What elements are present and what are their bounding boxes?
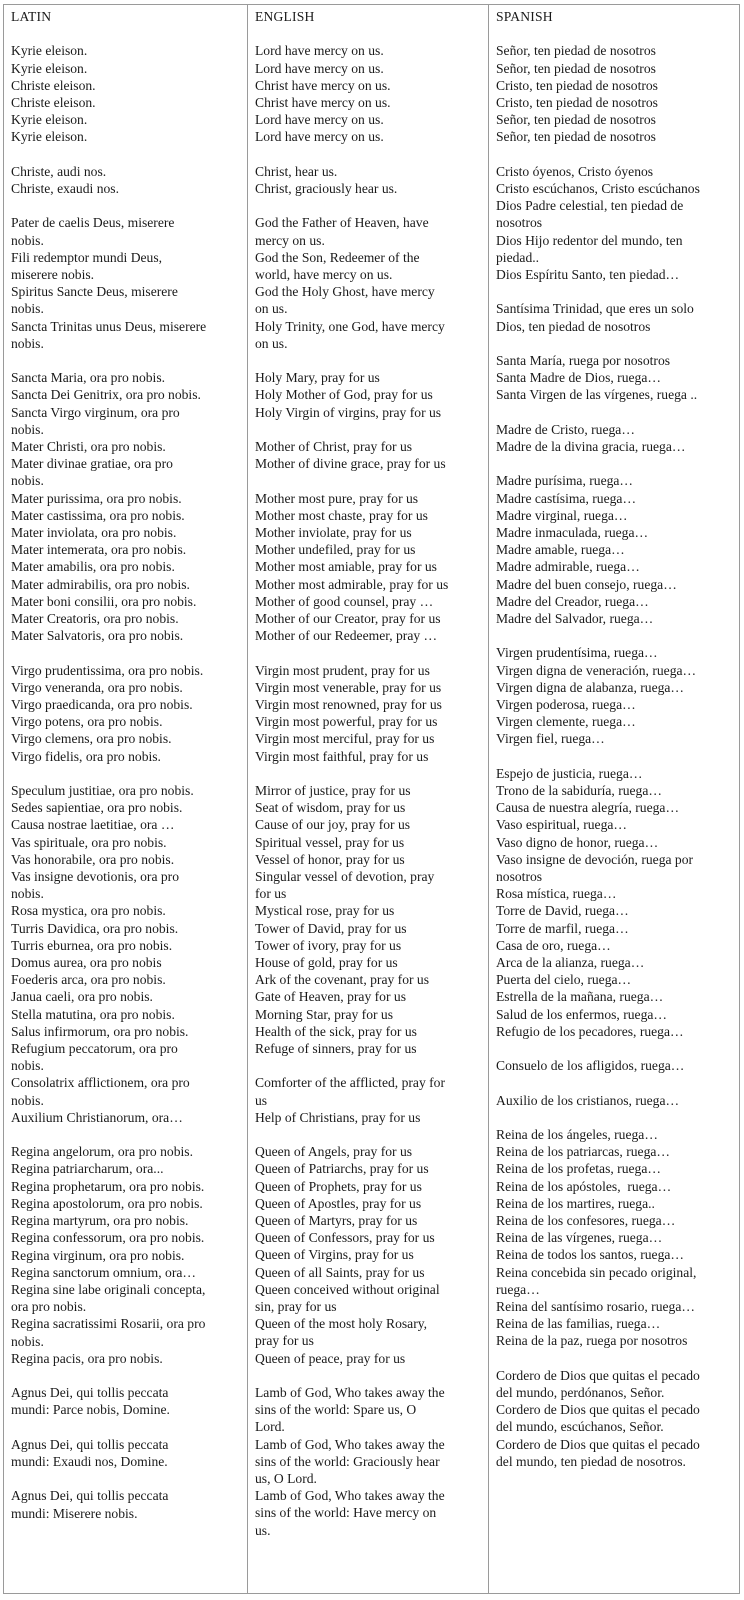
litany-line: Virgo veneranda, ora pro nobis. xyxy=(11,679,183,695)
litany-line: Salud de los enfermos, ruega… xyxy=(496,1006,668,1022)
litany-line: Virgen prudentísima, ruega… xyxy=(496,645,658,661)
litany-line: sins of the world: Graciously hear xyxy=(255,1453,440,1469)
litany-line: Virgen digna de veneración, ruega… xyxy=(496,662,697,678)
litany-line: Help of Christians, pray for us xyxy=(255,1109,421,1125)
litany-line: Cristo, ten piedad de nosotros xyxy=(496,94,658,110)
litany-line: Regina pacis, ora pro nobis. xyxy=(11,1350,163,1366)
litany-line: Domus aurea, ora pro nobis xyxy=(11,955,162,971)
litany-line: nosotros xyxy=(496,869,543,885)
litany-line: Virgin most prudent, pray for us xyxy=(255,662,430,678)
litany-line: Espejo de justicia, ruega… xyxy=(496,765,643,781)
litany-line: Sancta Virgo virginum, ora pro xyxy=(11,404,180,420)
litany-line: Torre de David, ruega… xyxy=(496,903,629,919)
litany-line: Cristo, ten piedad de nosotros xyxy=(496,77,658,93)
litany-line: Rosa mística, ruega… xyxy=(496,886,617,902)
litany-line: del mundo, ten piedad de nosotros. xyxy=(496,1453,686,1469)
litany-line: sins of the world: Have mercy on xyxy=(255,1505,437,1521)
litany-line: Reina del santísimo rosario, ruega… xyxy=(496,1299,695,1315)
english-column xyxy=(247,5,488,1593)
litany-line xyxy=(255,352,488,369)
litany-line: nobis. xyxy=(11,232,44,248)
litany-line: Mirror of justice, pray for us xyxy=(255,783,411,798)
litany-line: Morning Star, pray for us xyxy=(255,1006,394,1022)
spanish-lines xyxy=(496,42,739,1470)
litany-line: Christe, audi nos. xyxy=(11,163,107,179)
litany-line: Refugium peccatorum, ora pro xyxy=(11,1041,178,1057)
latin-lines xyxy=(11,42,247,1521)
litany-line: mundi: Parce nobis, Domine. xyxy=(11,1402,170,1418)
litany-line: Queen conceived without original xyxy=(255,1281,440,1297)
litany-line: Vaso digno de honor, ruega… xyxy=(496,834,659,850)
litany-line: Trono de la sabiduría, ruega… xyxy=(496,783,662,798)
litany-line: Christ have mercy on us. xyxy=(255,94,391,110)
litany-line: Reina de la paz, ruega por nosotros xyxy=(496,1333,688,1349)
litany-line: Mater Salvatoris, ora pro nobis. xyxy=(11,628,184,644)
litany-line: Señor, ten piedad de nosotros xyxy=(496,112,656,128)
litany-line: Mother inviolate, pray for us xyxy=(255,524,412,540)
litany-line: Madre virginal, ruega… xyxy=(496,507,628,523)
english-lines xyxy=(255,42,488,1539)
litany-line: Vaso espiritual, ruega… xyxy=(496,817,627,833)
latin-column xyxy=(4,5,247,1593)
litany-line: Mother of Christ, pray for us xyxy=(255,438,413,454)
litany-line xyxy=(496,335,739,352)
litany-line: Regina martyrum, ora pro nobis. xyxy=(11,1213,189,1229)
litany-line xyxy=(11,352,247,369)
litany-line: Salus infirmorum, ora pro nobis. xyxy=(11,1023,189,1039)
litany-line: Mother of our Redeemer, pray … xyxy=(255,628,438,644)
litany-line: God the Son, Redeemer of the xyxy=(255,249,420,265)
litany-line xyxy=(255,197,488,214)
litany-line: Virgo prudentissima, ora pro nobis. xyxy=(11,662,204,678)
litany-line: Madre amable, ruega… xyxy=(496,542,625,558)
litany-line: Refugio de los pecadores, ruega… xyxy=(496,1023,684,1039)
litany-line: Mother most admirable, pray for us xyxy=(255,576,449,592)
litany-line: Señor, ten piedad de nosotros xyxy=(496,60,656,76)
litany-line xyxy=(11,644,247,661)
litany-line: Estrella de la mañana, ruega… xyxy=(496,989,664,1005)
litany-line xyxy=(496,455,739,472)
litany-line: House of gold, pray for us xyxy=(255,955,398,971)
litany-line: for us xyxy=(255,886,287,902)
litany-line: Consolatrix afflictionem, ora pro xyxy=(11,1075,190,1091)
litany-line: Mother of divine grace, pray for us xyxy=(255,456,446,472)
litany-line: Virgin most venerable, pray for us xyxy=(255,679,442,695)
litany-line: Lamb of God, Who takes away the xyxy=(255,1488,445,1504)
litany-line: mercy on us. xyxy=(255,232,325,248)
litany-line: on us. xyxy=(255,335,288,351)
litany-line: pray for us xyxy=(255,1333,314,1349)
litany-line: Madre purísima, ruega… xyxy=(496,473,634,489)
litany-line: Pater de caelis Deus, miserere xyxy=(11,215,175,231)
litany-line: Regina patriarcharum, ora... xyxy=(11,1161,164,1177)
litany-line: Queen of Martyrs, pray for us xyxy=(255,1213,418,1229)
litany-line: Sancta Maria, ora pro nobis. xyxy=(11,370,166,386)
litany-line: Madre inmaculada, ruega… xyxy=(496,524,649,540)
litany-line: world, have mercy on us. xyxy=(255,266,393,282)
litany-line: Stella matutina, ora pro nobis. xyxy=(11,1006,175,1022)
litany-line: Cause of our joy, pray for us xyxy=(255,817,411,833)
litany-line: Turris Davidica, ora pro nobis. xyxy=(11,920,179,936)
litany-line: Virgen clemente, ruega… xyxy=(496,714,636,730)
litany-line: Queen of the most holy Rosary, xyxy=(255,1316,428,1332)
litany-line: Mater divinae gratiae, ora pro xyxy=(11,456,173,472)
litany-line: Queen of peace, pray for us xyxy=(255,1350,406,1366)
litany-line: Reina de las familias, ruega… xyxy=(496,1316,661,1332)
litany-line: Consuelo de los afligidos, ruega… xyxy=(496,1058,685,1074)
litany-line: Madre del Salvador, ruega… xyxy=(496,611,654,626)
litany-line: us, O Lord. xyxy=(255,1471,317,1487)
litany-line: Gate of Heaven, pray for us xyxy=(255,989,406,1005)
litany-line: Señor, ten piedad de nosotros xyxy=(496,43,656,59)
litany-line xyxy=(255,421,488,438)
litany-line: Mother most amiable, pray for us xyxy=(255,559,437,575)
litany-line: Reina de los martires, ruega.. xyxy=(496,1195,655,1211)
litany-line: Janua caeli, ora pro nobis. xyxy=(11,989,153,1005)
litany-line: Mater inviolata, ora pro nobis. xyxy=(11,525,177,541)
litany-line: Queen of Patriarchs, pray for us xyxy=(255,1161,429,1177)
litany-line: Cordero de Dios que quitas el pecado xyxy=(496,1402,700,1418)
litany-line: Señor, ten piedad de nosotros xyxy=(496,129,656,145)
litany-line: Lord. xyxy=(255,1419,285,1435)
english-header: ENGLISH xyxy=(255,9,315,24)
litany-line xyxy=(11,146,247,163)
litany-line xyxy=(255,1057,488,1074)
litany-line: Vas honorabile, ora pro nobis. xyxy=(11,851,175,867)
litany-line: Lord have mercy on us. xyxy=(255,43,384,59)
litany-line: Mater boni consilii, ora pro nobis. xyxy=(11,593,197,609)
litany-line: Virgo fidelis, ora pro nobis. xyxy=(11,748,161,764)
litany-line: Christe eleison. xyxy=(11,94,96,110)
litany-line: Sancta Trinitas unus Deus, miserere xyxy=(11,318,207,334)
litany-line: Reina concebida sin pecado original, xyxy=(496,1264,697,1280)
litany-line xyxy=(255,1126,488,1143)
litany-line: God the Holy Ghost, have mercy xyxy=(255,284,435,300)
litany-line: Cordero de Dios que quitas el pecado xyxy=(496,1367,700,1383)
litany-line: Spiritual vessel, pray for us xyxy=(255,834,405,850)
litany-line: Kyrie eleison. xyxy=(11,129,88,145)
litany-line: Mother of our Creator, pray for us xyxy=(255,611,441,626)
litany-line: Christ, graciously hear us. xyxy=(255,180,398,196)
litany-line: nobis. xyxy=(11,421,44,437)
litany-line: Mater castissima, ora pro nobis. xyxy=(11,507,185,523)
litany-line: Regina sacratissimi Rosarii, ora pro xyxy=(11,1316,206,1332)
litany-line: Tower of David, pray for us xyxy=(255,920,407,936)
litany-line: Christ, hear us. xyxy=(255,163,338,179)
litany-line: Arca de la alianza, ruega… xyxy=(496,955,645,971)
litany-line: Lord have mercy on us. xyxy=(255,60,384,76)
litany-line xyxy=(11,1419,247,1436)
litany-line: Mater intemerata, ora pro nobis. xyxy=(11,542,187,558)
litany-line: Health of the sick, pray for us xyxy=(255,1023,417,1039)
litany-line: Cristo escúchanos, Cristo escúchanos xyxy=(496,180,700,196)
litany-line: Queen of Angels, pray for us xyxy=(255,1144,413,1160)
litany-line: Comforter of the afflicted, pray for xyxy=(255,1075,445,1091)
litany-line: Regina apostolorum, ora pro nobis. xyxy=(11,1195,203,1211)
litany-line xyxy=(11,1470,247,1487)
litany-line: Mother undefiled, pray for us xyxy=(255,542,416,558)
litany-line: nobis. xyxy=(11,301,44,317)
litany-line: Reina de los profetas, ruega… xyxy=(496,1161,661,1177)
litany-line: Santa María, ruega por nosotros xyxy=(496,352,671,368)
litany-line xyxy=(11,1367,247,1384)
litany-line: Agnus Dei, qui tollis peccata xyxy=(11,1385,169,1401)
litany-line: Vessel of honor, pray for us xyxy=(255,851,405,867)
litany-line: God the Father of Heaven, have xyxy=(255,215,429,231)
litany-line: Virgo clemens, ora pro nobis. xyxy=(11,731,172,747)
litany-line: sins of the world: Spare us, O xyxy=(255,1402,417,1418)
litany-line: Mater Christi, ora pro nobis. xyxy=(11,439,166,454)
litany-line: Santísima Trinidad, que eres un solo xyxy=(496,301,694,317)
litany-line: Lamb of God, Who takes away the xyxy=(255,1436,445,1452)
litany-line xyxy=(496,146,739,163)
litany-line: Madre de Cristo, ruega… xyxy=(496,421,635,437)
litany-line: Lord have mercy on us. xyxy=(255,112,384,128)
litany-line: Kyrie eleison. xyxy=(11,112,88,128)
litany-line: nobis. xyxy=(11,1058,44,1074)
litany-line: Turris eburnea, ora pro nobis. xyxy=(11,937,173,953)
litany-line: nobis. xyxy=(11,886,44,902)
litany-line: Mother most chaste, pray for us xyxy=(255,507,428,523)
litany-line: Sancta Dei Genitrix, ora pro nobis. xyxy=(11,387,201,403)
litany-line: ruega… xyxy=(496,1281,540,1297)
litany-line: Queen of Apostles, pray for us xyxy=(255,1195,422,1211)
litany-line: Queen of Prophets, pray for us xyxy=(255,1178,422,1194)
latin-header: LATIN xyxy=(11,9,52,24)
litany-line: Mystical rose, pray for us xyxy=(255,903,395,919)
litany-line xyxy=(496,1350,739,1367)
litany-line: Kyrie eleison. xyxy=(11,60,88,76)
litany-line: Holy Trinity, one God, have mercy xyxy=(255,318,445,334)
spanish-column xyxy=(488,5,739,1593)
litany-line: Singular vessel of devotion, pray xyxy=(255,869,435,885)
litany-line xyxy=(496,1109,739,1126)
litany-line: Queen of Virgins, pray for us xyxy=(255,1247,414,1263)
litany-line xyxy=(255,1367,488,1384)
litany-line: Ark of the covenant, pray for us xyxy=(255,972,430,988)
litany-line: Kyrie eleison. xyxy=(11,43,88,59)
litany-line xyxy=(11,765,247,782)
litany-table xyxy=(3,4,740,1594)
litany-line: Auxilium Christianorum, ora… xyxy=(11,1109,183,1125)
litany-line: Vas insigne devotionis, ora pro xyxy=(11,869,180,885)
litany-line: Virgo potens, ora pro nobis. xyxy=(11,714,163,730)
litany-line: Mater admirabilis, ora pro nobis. xyxy=(11,576,190,592)
litany-line: Dios Padre celestial, ten piedad de xyxy=(496,198,684,214)
litany-line: Reina de los apóstoles, ruega… xyxy=(496,1178,672,1194)
litany-line: Foederis arca, ora pro nobis. xyxy=(11,972,166,988)
litany-line: Reina de los ángeles, ruega… xyxy=(496,1127,658,1143)
litany-line: Virgin most faithful, pray for us xyxy=(255,748,429,764)
litany-line: miserere nobis. xyxy=(11,266,95,282)
litany-line: sin, pray for us xyxy=(255,1299,337,1315)
litany-line xyxy=(255,765,488,782)
litany-line: Agnus Dei, qui tollis peccata xyxy=(11,1436,169,1452)
litany-line: Fili redemptor mundi Deus, xyxy=(11,249,163,265)
litany-line: Vaso insigne de devoción, ruega por xyxy=(496,851,694,867)
litany-line: Madre admirable, ruega… xyxy=(496,559,640,575)
litany-line xyxy=(496,748,739,765)
litany-line: Christ have mercy on us. xyxy=(255,77,391,93)
litany-line: Rosa mystica, ora pro nobis. xyxy=(11,903,166,919)
litany-line xyxy=(255,146,488,163)
litany-line: Reina de todos los santos, ruega… xyxy=(496,1247,685,1263)
litany-line: Virgo praedicanda, ora pro nobis. xyxy=(11,697,193,713)
litany-line xyxy=(496,404,739,421)
litany-line: Virgen fiel, ruega… xyxy=(496,731,605,747)
litany-line: Virgin most merciful, pray for us xyxy=(255,731,435,747)
litany-line xyxy=(496,627,739,644)
litany-line xyxy=(255,472,488,489)
litany-line: Spiritus Sancte Deus, miserere xyxy=(11,284,178,300)
litany-line: Dios, ten piedad de nosotros xyxy=(496,318,651,334)
litany-line: Mater amabilis, ora pro nobis. xyxy=(11,559,175,575)
litany-line: piedad.. xyxy=(496,249,540,265)
litany-line: Cordero de Dios que quitas el pecado xyxy=(496,1436,700,1452)
litany-line: Causa de nuestra alegría, ruega… xyxy=(496,800,680,816)
litany-line: del mundo, perdónanos, Señor. xyxy=(496,1385,665,1401)
litany-line: del mundo, escúchanos, Señor. xyxy=(496,1419,664,1435)
litany-line: Regina sanctorum omnium, ora… xyxy=(11,1264,196,1280)
litany-line: Sedes sapientiae, ora pro nobis. xyxy=(11,800,183,816)
litany-line: Lord have mercy on us. xyxy=(255,129,384,145)
litany-line: us. xyxy=(255,1522,271,1538)
litany-line: Regina confessorum, ora pro nobis. xyxy=(11,1230,205,1246)
litany-line: Reina de las vírgenes, ruega… xyxy=(496,1230,663,1246)
litany-line: nobis. xyxy=(11,1092,44,1108)
litany-line: nosotros xyxy=(496,215,543,231)
litany-line: Torre de marfil, ruega… xyxy=(496,920,629,936)
litany-line: Casa de oro, ruega… xyxy=(496,937,611,953)
litany-line: Reina de los patriarcas, ruega… xyxy=(496,1144,671,1160)
litany-line: Refuge of sinners, pray for us xyxy=(255,1041,417,1057)
litany-line: Queen of Confessors, pray for us xyxy=(255,1230,435,1246)
litany-line xyxy=(11,1126,247,1143)
spanish-header: SPANISH xyxy=(496,9,553,24)
litany-line: Mother most pure, pray for us xyxy=(255,490,419,506)
litany-line: Auxilio de los cristianos, ruega… xyxy=(496,1092,680,1108)
litany-line: Speculum justitiae, ora pro nobis. xyxy=(11,783,194,799)
litany-line: mundi: Miserere nobis. xyxy=(11,1505,138,1521)
litany-line: Virgin most renowned, pray for us xyxy=(255,697,442,712)
litany-line: Causa nostrae laetitiae, ora … xyxy=(11,817,175,833)
litany-line xyxy=(11,197,247,214)
litany-line: us xyxy=(255,1092,268,1108)
litany-line: Seat of wisdom, pray for us xyxy=(255,800,406,816)
litany-line: Regina sine labe originali concepta, xyxy=(11,1281,206,1297)
litany-line: Queen of all Saints, pray for us xyxy=(255,1264,425,1280)
litany-line: Holy Mary, pray for us xyxy=(255,370,380,386)
litany-line: Madre del buen consejo, ruega… xyxy=(496,576,677,592)
litany-line: Madre de la divina gracia, ruega… xyxy=(496,438,686,454)
litany-line: Virgen digna de alabanza, ruega… xyxy=(496,679,685,695)
litany-line: Dios Espíritu Santo, ten piedad… xyxy=(496,267,680,282)
litany-line: on us. xyxy=(255,301,288,317)
litany-line: Virgen poderosa, ruega… xyxy=(496,697,636,712)
litany-line: Holy Mother of God, pray for us xyxy=(255,387,433,403)
litany-line: nobis. xyxy=(11,473,44,489)
litany-line: Madre del Creador, ruega… xyxy=(496,593,649,609)
litany-line: Vas spirituale, ora pro nobis. xyxy=(11,834,167,850)
litany-line: Santa Madre de Dios, ruega… xyxy=(496,370,661,386)
litany-line: Madre castísima, ruega… xyxy=(496,490,637,506)
litany-line: Mother of good counsel, pray … xyxy=(255,593,434,609)
litany-line xyxy=(496,1074,739,1091)
litany-line: Regina virginum, ora pro nobis. xyxy=(11,1247,185,1263)
litany-line xyxy=(496,283,739,300)
litany-line: Lamb of God, Who takes away the xyxy=(255,1385,445,1401)
litany-line: Mater Creatoris, ora pro nobis. xyxy=(11,611,179,627)
litany-line: Regina prophetarum, ora pro nobis. xyxy=(11,1178,205,1194)
litany-line: Regina angelorum, ora pro nobis. xyxy=(11,1144,193,1160)
litany-line: Puerta del cielo, ruega… xyxy=(496,972,632,988)
litany-line: Dios Hijo redentor del mundo, ten xyxy=(496,232,683,248)
litany-line: nobis. xyxy=(11,1333,44,1349)
litany-line: Christe eleison. xyxy=(11,77,96,93)
litany-line: Agnus Dei, qui tollis peccata xyxy=(11,1488,169,1504)
litany-line xyxy=(255,644,488,661)
litany-line: mundi: Exaudi nos, Domine. xyxy=(11,1453,168,1469)
litany-line: Reina de los confesores, ruega… xyxy=(496,1213,676,1229)
litany-line: Holy Virgin of virgins, pray for us xyxy=(255,404,442,420)
litany-line: Santa Virgen de las vírgenes, ruega .. xyxy=(496,387,698,403)
litany-line: Cristo óyenos, Cristo óyenos xyxy=(496,163,654,179)
litany-line: ora pro nobis. xyxy=(11,1299,87,1315)
litany-line: Tower of ivory, pray for us xyxy=(255,937,402,953)
litany-line: Christe, exaudi nos. xyxy=(11,180,119,196)
litany-line: Virgin most powerful, pray for us xyxy=(255,714,438,730)
litany-line: Mater purissima, ora pro nobis. xyxy=(11,490,182,506)
litany-line: nobis. xyxy=(11,335,44,351)
litany-line xyxy=(496,1040,739,1057)
